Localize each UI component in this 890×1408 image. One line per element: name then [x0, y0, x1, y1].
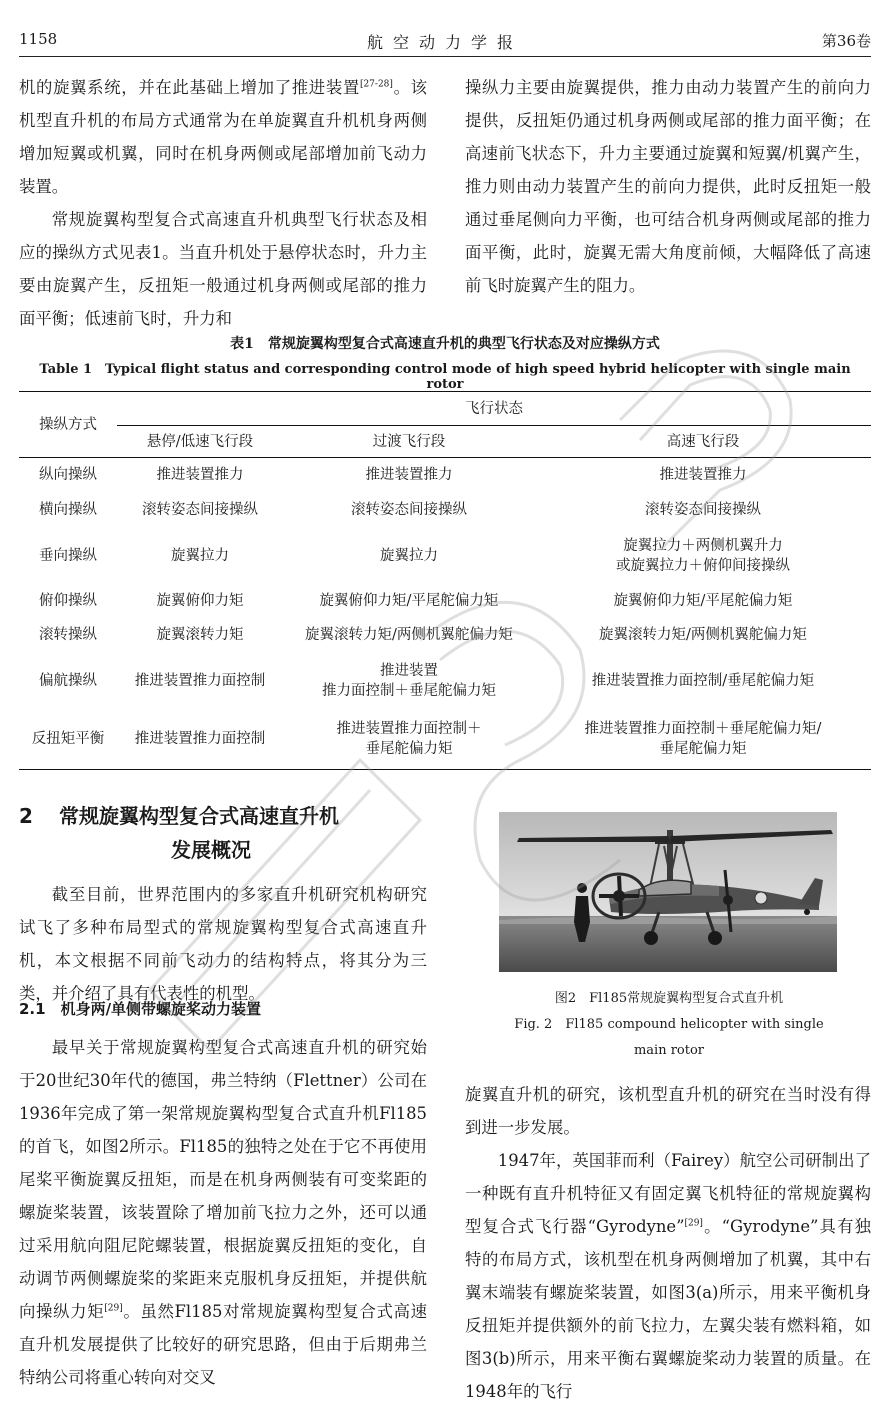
subsection-title: 机身两/单侧带螺旋桨动力装置 [60, 1000, 262, 1018]
paragraph: 旋翼直升机的研究，该机型直升机的研究在当时没有得到进一步发展。 [465, 1085, 871, 1137]
left-column-top [19, 71, 427, 335]
paragraph: 最早关于常规旋翼构型复合式高速直升机的研究始于20世纪30年代的德国，弗兰特纳（Flettner）公司在1936年完成了第一架常规旋翼构型复合式直升机Fl185的首飞，如图2所示。Fl185的独特之处在于它不再使用尾桨平衡旋翼反扭矩，而是在机身两侧装有可变桨距的螺旋桨装置，该装置除了增加前飞拉力之外，还可以通过采用航向阻尼陀螺装置，根据旋翼反扭矩的变化，自动调节两侧螺旋桨的桨距来克服机身反扭矩，并提供航向操纵力矩[29]。虽然Fl185对常规旋翼构型复合式高速直升机发展提供了比较好的研究思路，但由于后期弗兰特纳公司将重心转向对交叉 [19, 1038, 428, 1387]
table-row: 偏航操纵 推进装置推力面控制 推进装置 推力面控制＋垂尾舵偏力矩 推进装置推力面控制/垂尾舵偏力矩 [39, 662, 815, 699]
subsection-heading [19, 998, 261, 1019]
table-row: 纵向操纵 推进装置推力 推进装置推力 推进装置推力 [39, 467, 747, 484]
volume-number: 第36卷 [821, 32, 871, 50]
left-column-bottom [19, 1031, 427, 1394]
section-title-line2: 发展概况 [171, 838, 251, 862]
running-header [19, 22, 871, 57]
header-transition: 过渡飞行段 [283, 426, 535, 458]
table-caption-en: Table 1 Typical flight status and corresponding control mode of high speed hybrid helicopter with single main rotor [39, 362, 851, 392]
header-high-speed: 高速飞行段 [535, 426, 871, 458]
table-row: 反扭矩平衡 推进装置推力面控制 推进装置推力面控制＋ 垂尾舵偏力矩 推进装置推力面控制＋垂尾舵偏力矩/ 垂尾舵偏力矩 [19, 710, 871, 770]
page-number: 1158 [19, 30, 58, 48]
section-number: 2 [19, 804, 33, 828]
figure-caption-cn: 图2 Fl185常规旋翼构型复合式直升机 [554, 991, 784, 1006]
table-row: 俯仰操纵 旋翼俯仰力矩 旋翼俯仰力矩/平尾舵偏力矩 旋翼俯仰力矩/平尾舵偏力矩 [39, 593, 793, 609]
citation: [27-28] [359, 79, 393, 90]
figure-caption [468, 986, 870, 1064]
header-control-mode: 操纵方式 [19, 392, 117, 458]
paragraph: 机的旋翼系统，并在此基础上增加了推进装置[27-28]。该机型直升机的布局方式通常为在单旋翼直升机机身两侧增加短翼或机翼，同时在机身两侧或尾部增加前飞动力装置。 [19, 78, 427, 196]
paragraph: 常规旋翼构型复合式高速直升机典型飞行状态及相应的操纵方式见表1。当直升机处于悬停状态时，升力主要由旋翼产生，反扭矩一般通过机身两侧或尾部的推力面平衡；低速前飞时，升力和 [19, 210, 427, 328]
paragraph: 1947年，英国菲而利（Fairey）航空公司研制出了一种既有直升机特征又有固定翼飞机特征的常规旋翼构型复合式飞行器“Gyrodyne”[29]。“Gyrodyne”具有独特的布局方式，该机型在机身两侧增加了机翼，其中右翼末端装有螺旋桨装置，如图3(a)所示，用来平衡机身反扭矩并提供额外的前飞拉力，左翼尖装有燃料箱，如图3(b)所示，用来平衡右翼螺旋桨动力装置的质量。在1948年的飞行 [465, 1151, 871, 1401]
section2-intro [19, 878, 427, 1010]
table-row: 垂向操纵 旋翼拉力 旋翼拉力 旋翼拉力＋两侧机翼升力 或旋翼拉力＋俯仰间接操纵 [39, 537, 790, 574]
paragraph: 操纵力主要由旋翼提供，推力由动力装置产生的前向力提供，反扭矩仍通过机身两侧或尾部的推力面平衡；在高速前飞状态下，升力主要通过旋翼和短翼/机翼产生，推力则由动力装置产生的前向力提供，此时反扭矩一般通过垂尾侧向力平衡，也可结合机身两侧或尾部的推力面平衡，此时，旋翼无需大角度前倾，大幅降低了高速前飞时旋翼产生的阻力。 [465, 78, 871, 295]
right-column-bottom [465, 1078, 871, 1408]
flight-control-table [19, 391, 871, 770]
citation: [29] [684, 1218, 703, 1229]
figure-fl185-photo [499, 812, 837, 972]
right-column-top [465, 71, 871, 302]
figure-caption-en: Fig. 2 Fl185 compound helicopter with single [514, 1017, 824, 1032]
paragraph: 截至目前，世界范围内的多家直升机研究机构研究试飞了多种布局型式的常规旋翼构型复合式高速直升机，本文根据不同前飞动力的结构特点，将其分为三类，并介绍了具有代表性的机型。 [19, 885, 427, 1003]
header-flight-state: 飞行状态 [117, 392, 871, 426]
helicopter-photo-illustration [499, 812, 837, 972]
table-caption-cn: 表1 常规旋翼构型复合式高速直升机的典型飞行状态及对应操纵方式 [230, 336, 660, 352]
section-title-line1: 常规旋翼构型复合式高速直升机 [59, 804, 339, 828]
figure-caption-en-cont: main rotor [633, 1043, 705, 1058]
table-row: 横向操纵 滚转姿态间接操纵 滚转姿态间接操纵 滚转姿态间接操纵 [39, 501, 761, 518]
subsection-number: 2.1 [19, 1000, 46, 1018]
journal-name: 航空动力学报 [366, 33, 523, 52]
header-hover: 悬停/低速飞行段 [117, 426, 283, 458]
table-row: 滚转操纵 旋翼滚转力矩 旋翼滚转力矩/两侧机翼舵偏力矩 旋翼滚转力矩/两侧机翼舵偏力矩 [39, 626, 807, 643]
section-heading [19, 800, 439, 870]
citation: [29] [104, 1303, 123, 1314]
